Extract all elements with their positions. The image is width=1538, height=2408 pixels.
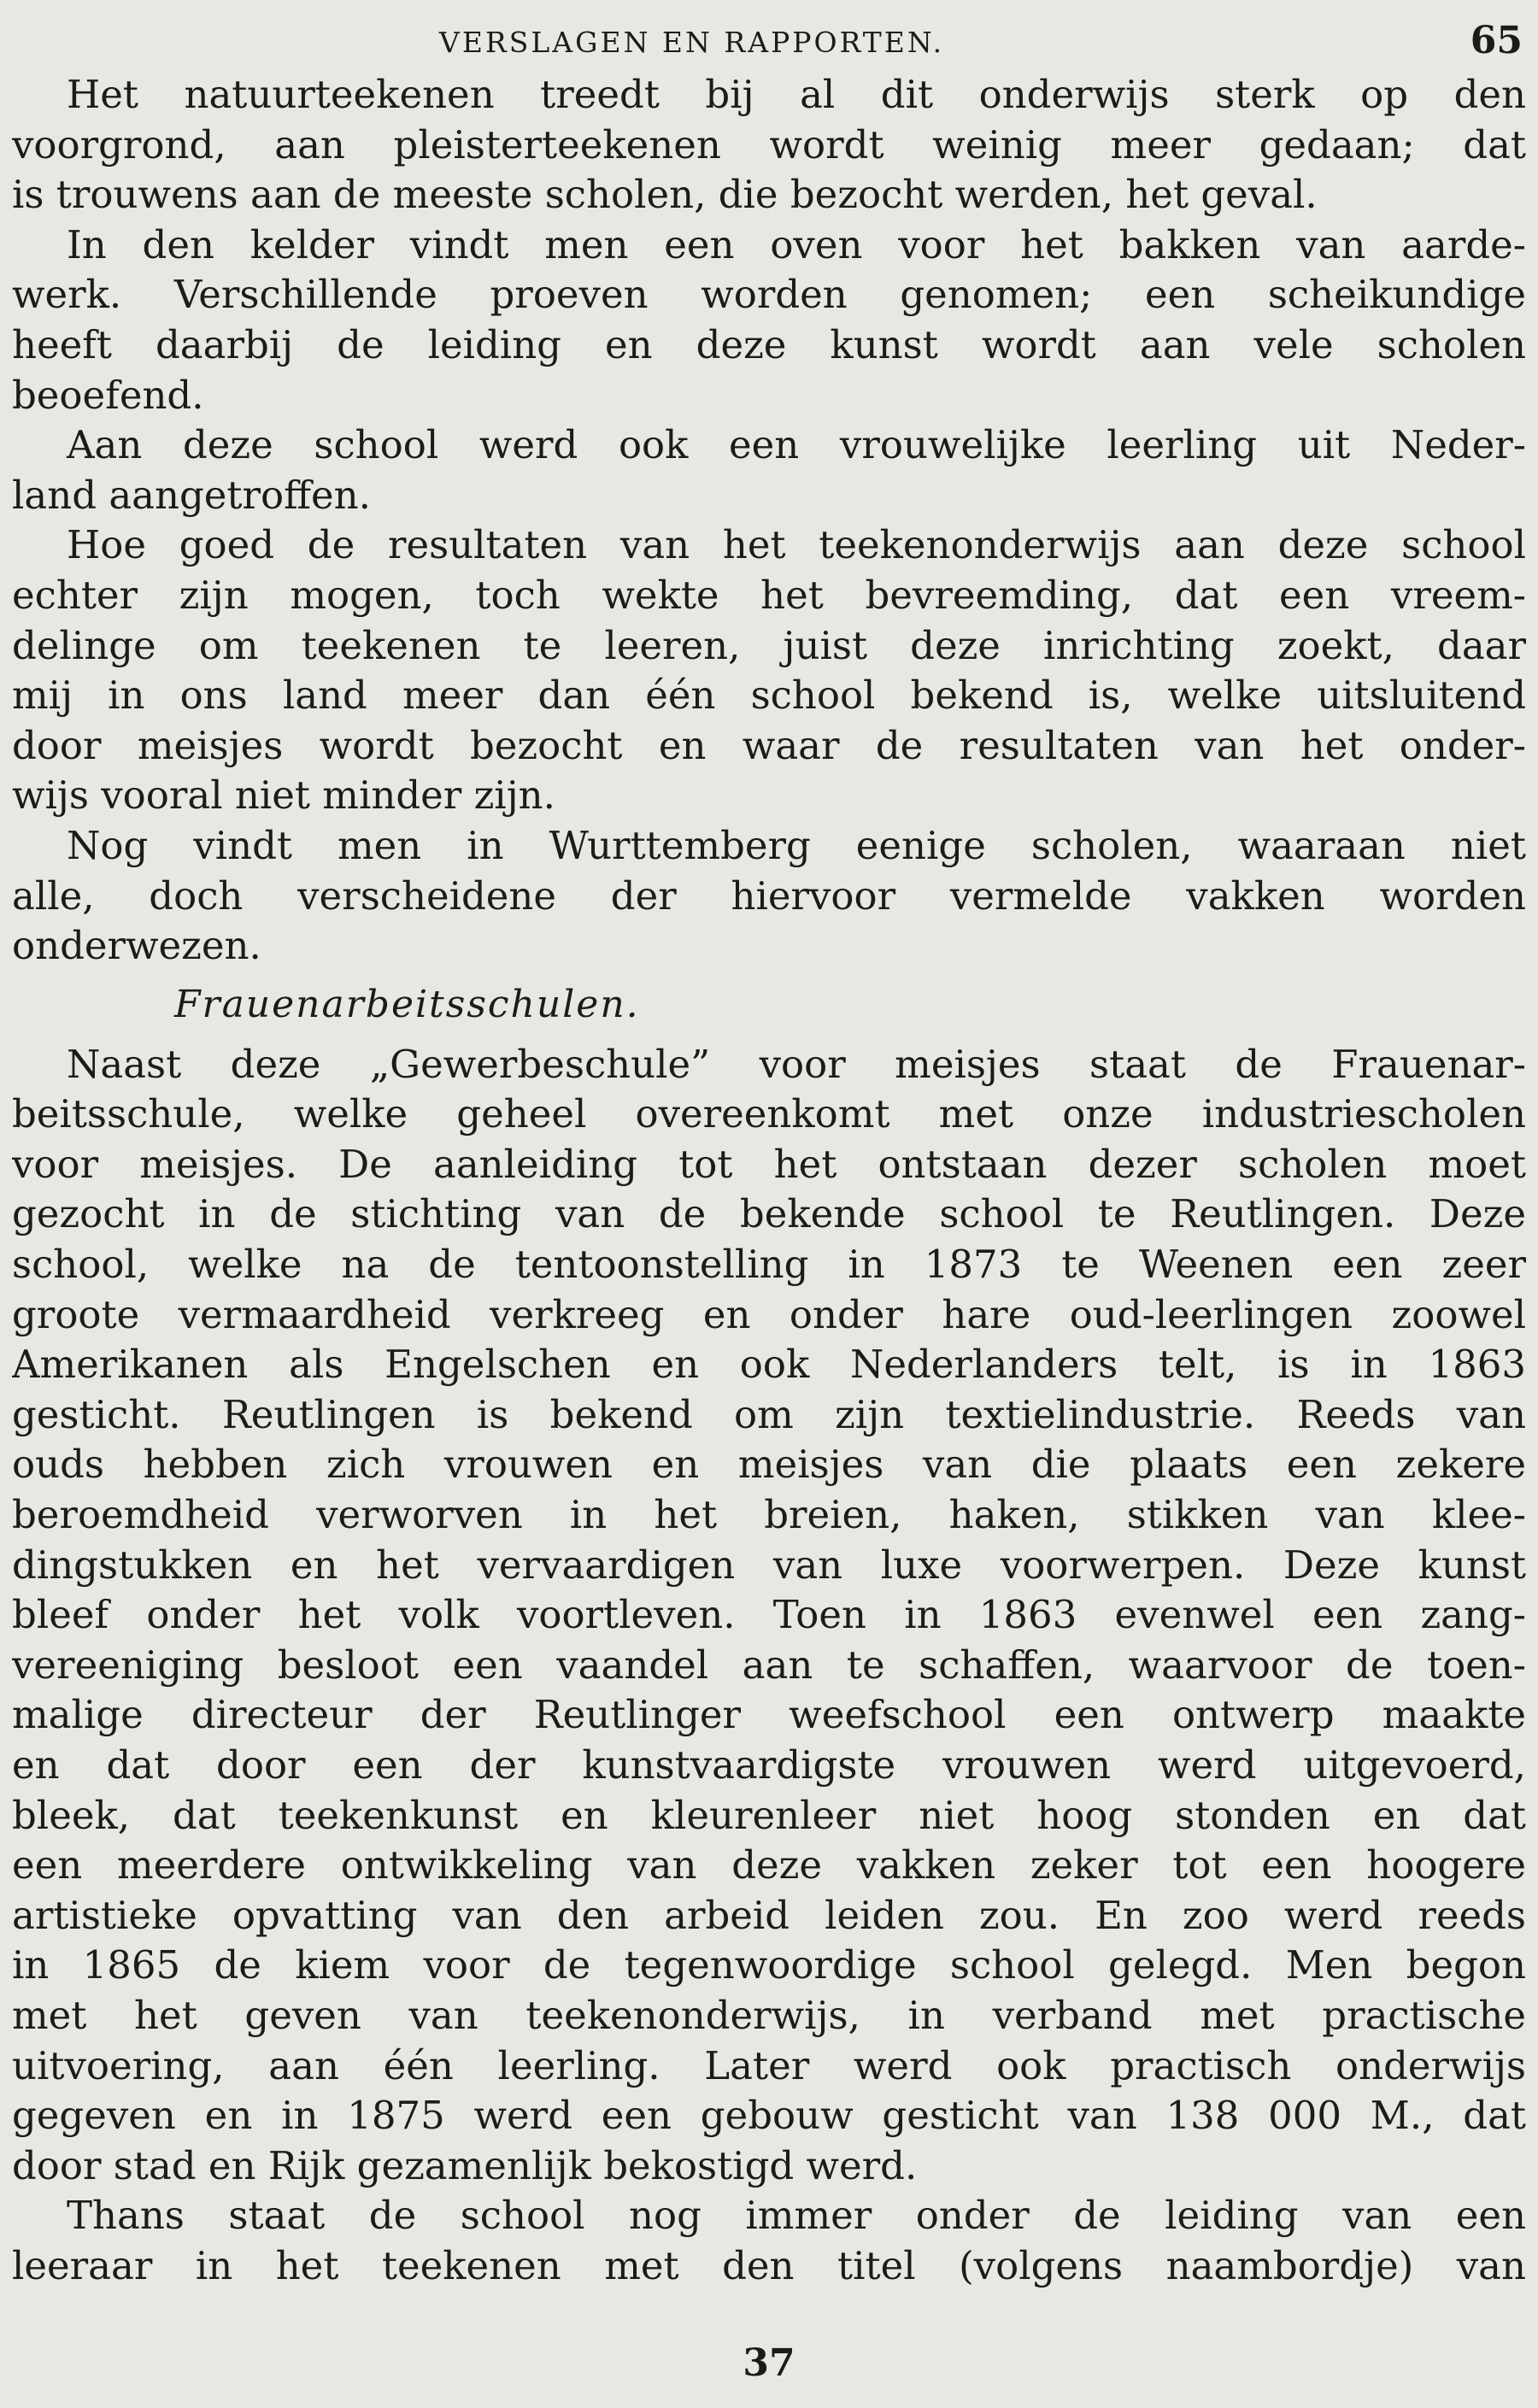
text-line: dingstukken en het vervaardigen van luxe voorwerpen. Deze kunst (12, 1542, 1526, 1588)
text-line: met het geven van teekenonderwijs, in verband met practische (12, 1992, 1526, 2038)
text-line: delinge om teekenen te leeren, juist deze inrichting zoekt, daar (12, 622, 1526, 668)
text-line: In den kelder vindt men een oven voor het bakken van aarde- (67, 221, 1526, 267)
paragraph (12, 420, 1526, 520)
text-line: voor meisjes. De aanleiding tot het ontstaan dezer scholen moet (12, 1141, 1526, 1187)
text-line: leeraar in het teekenen met den titel (volgens naambordje) van (12, 2242, 1526, 2288)
text-line: wijs vooral niet minder zijn. (12, 772, 555, 819)
text-line: uitvoering, aan één leerling. Later werd ook practisch onderwijs (12, 2042, 1526, 2088)
text-line: Hoe goed de resultaten van het teekenonderwijs aan deze school (67, 522, 1526, 568)
text-line: vereeniging besloot een vaandel aan te schaffen, waarvoor de toen- (12, 1642, 1526, 1688)
paragraph (12, 520, 1526, 821)
text-line: school, welke na de tentoonstelling in 1873 te Weenen een zeer (12, 1242, 1526, 1288)
text-line: echter zijn mogen, toch wekte het bevreemding, dat een vreem- (12, 572, 1526, 618)
text-line: voorgrond, aan pleisterteekenen wordt weinig meer gedaan; dat (12, 121, 1526, 167)
running-title: VERSLAGEN EN RAPPORTEN. (439, 26, 945, 59)
text-line: Nog vindt men in Wurttemberg eenige scholen, waaraan niet (67, 822, 1526, 868)
text-line: malige directeur der Reutlinger weefschool een ontwerp maakte (12, 1692, 1526, 1738)
body-text (12, 70, 1526, 2292)
text-line: Naast deze „Gewerbeschule” voor meisjes staat de Frauenar- (67, 1041, 1526, 1087)
text-line: ouds hebben zich vrouwen en meisjes van die plaats een zekere (12, 1442, 1526, 1488)
text-line: land aangetroffen. (12, 472, 371, 518)
text-line: artistieke opvatting van den arbeid leiden zou. En zoo werd reeds (12, 1892, 1526, 1938)
signature-mark: 37 (743, 2341, 795, 2385)
text-line: gezocht in de stichting van de bekende school te Reutlingen. Deze (12, 1191, 1526, 1237)
text-line: bleek, dat teekenkunst en kleurenleer niet hoog stonden en dat (12, 1792, 1526, 1838)
paragraph (12, 1040, 1526, 2192)
text-line: gegeven en in 1875 werd een gebouw gesticht van 138 000 M., dat (12, 2093, 1526, 2139)
text-line: gesticht. Reutlingen is bekend om zijn textielindustrie. Reeds van (12, 1391, 1526, 1437)
text-line: Thans staat de school nog immer onder de leiding van een (67, 2193, 1526, 2239)
text-line: en dat door een der kunstvaardigste vrouwen werd uitgevoerd, (12, 1742, 1526, 1788)
paragraph (12, 821, 1526, 972)
text-line: alle, doch verscheidene der hiervoor vermelde vakken worden (12, 872, 1526, 919)
page-number: 65 (1470, 19, 1523, 62)
text-line: heeft daarbij de leiding en deze kunst wordt aan vele scholen (12, 321, 1526, 367)
text-line: onderwezen. (12, 923, 261, 969)
text-line: Aan deze school werd ook een vrouwelijke leerling uit Neder- (67, 422, 1526, 468)
text-line: Het natuurteekenen treedt bij al dit onderwijs sterk op den (67, 72, 1526, 117)
text-line: een meerdere ontwikkeling van deze vakken zeker tot een hoogere (12, 1842, 1526, 1888)
text-line: bleef onder het volk voortleven. Toen in 1863 evenwel een zang- (12, 1592, 1526, 1638)
text-line: groote vermaardheid verkreeg en onder hare oud-leerlingen zoowel (12, 1291, 1526, 1337)
paragraph (12, 2191, 1526, 2291)
text-line: in 1865 de kiem voor de tegenwoordige school gelegd. Men begon (12, 1942, 1526, 1988)
text-line: door stad en Rijk gezamenlijk bekostigd werd. (12, 2142, 918, 2188)
text-line: door meisjes wordt bezocht en waar de resultaten van het onder- (12, 722, 1526, 768)
text-line: beroemdheid verworven in het breien, haken, stikken van klee- (12, 1492, 1526, 1538)
text-line: mij in ons land meer dan één school bekend is, welke uitsluitend (12, 672, 1526, 719)
text-line: werk. Verschillende proeven worden genomen; een scheikundige (12, 272, 1526, 318)
running-head (12, 19, 1526, 70)
paragraph (12, 220, 1526, 420)
section-heading: Frauenarbeitsschulen. (174, 982, 640, 1026)
text-line: beitsschule, welke geheel overeenkomt met onze industriescholen (12, 1091, 1526, 1137)
text-line: is trouwens aan de meeste scholen, die bezocht werden, het geval. (12, 172, 1318, 218)
text-line: beoefend. (12, 372, 204, 418)
text-line: Amerikanen als Engelschen en ook Nederlanders telt, is in 1863 (12, 1342, 1526, 1388)
paragraph (12, 70, 1526, 220)
